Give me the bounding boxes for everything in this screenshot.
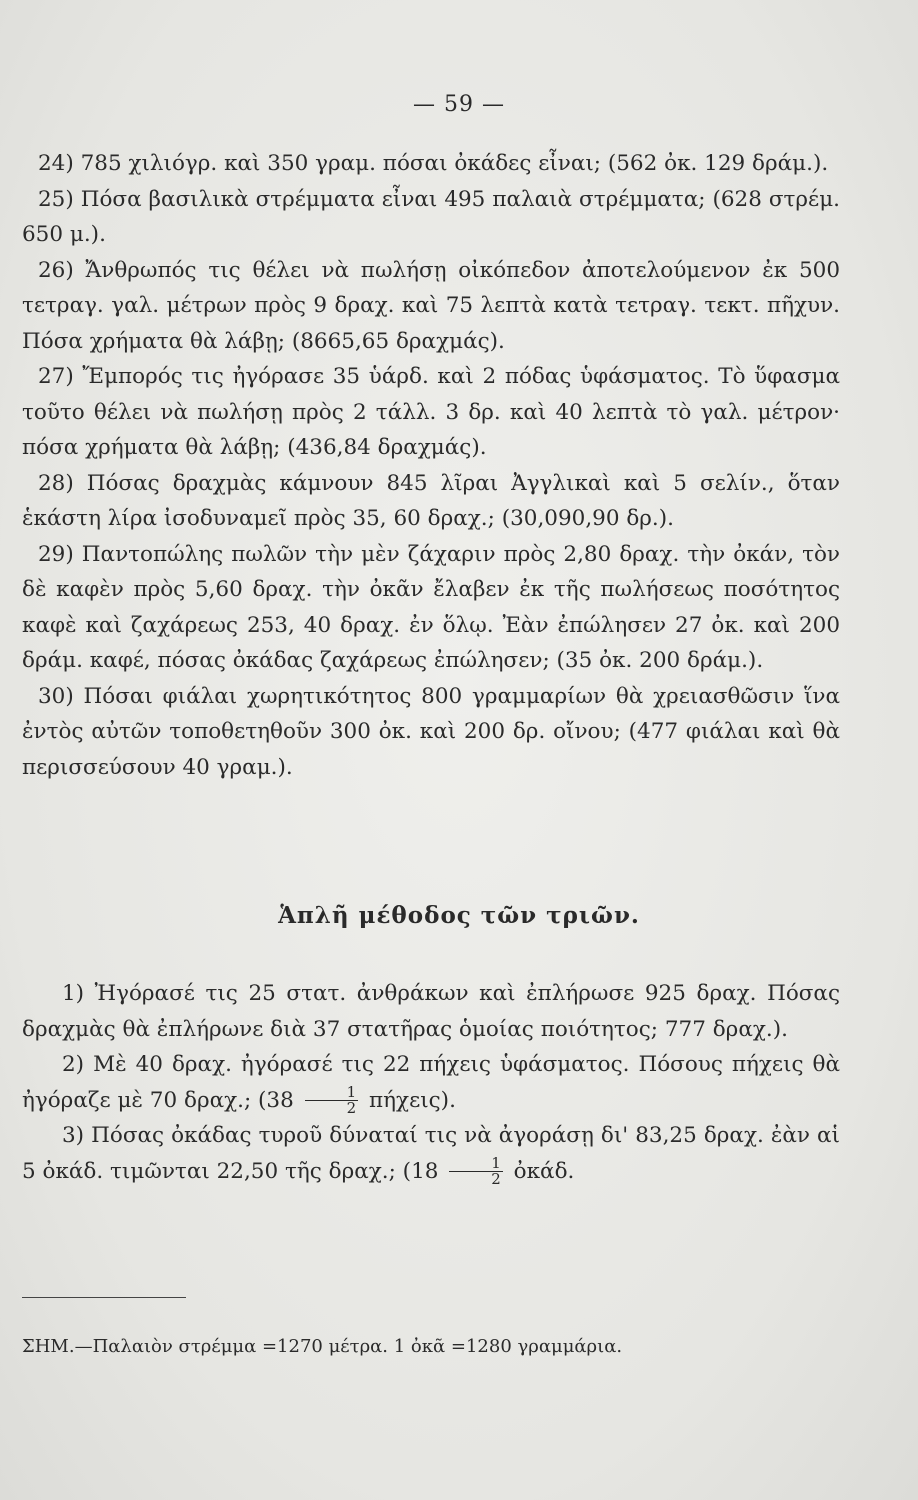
section-problem-list	[22, 976, 840, 1189]
problem-30: 30) Πόσαι φιάλαι χωρητικότητος 800 γραμμαρίων θὰ χρειασθῶσιν ἵνα ἐντὸς αὐτῶν τοποθετηθοῦν 300 ὀκ. καὶ 200 δρ. οἴνου; (477 φιάλαι καὶ θὰ περισσεύσουν 40 γραμ.).	[22, 683, 840, 780]
problem-24: 24) 785 χιλιόγρ. καὶ 350 γραμ. πόσαι ὀκάδες εἶναι; (562 ὀκ. 129 δράμ.).	[38, 151, 829, 176]
section-problem-2-text: 2) Μὲ 40 δραχ. ἠγόρασέ τις 22 πήχεις ὑφάσματος. Πόσους πήχεις θὰ ἠγόραζε μὲ 70 δραχ.; (38	[22, 1052, 840, 1113]
fraction-denominator: 2	[491, 1170, 501, 1188]
fraction-denominator: 2	[346, 1099, 357, 1117]
section-problem-2	[22, 1047, 840, 1118]
problem-29: 29) Παντοπώλης πωλῶν τὴν μὲν ζάχαριν πρὸς 2,80 δραχ. τὴν ὀκάν, τὸν δὲ καφὲν πρὸς 5,60 δραχ. τὴν ὀκᾶν ἔλαβεν ἐκ τῆς πωλήσεως ποσότητος καφὲ καὶ ζαχάρεως 253, 40 δραχ. ἐν ὅλῳ. Ἐὰν ἐπώλησεν 27 ὀκ. καὶ 200 δράμ. καφέ, πόσας ὀκάδας ζαχάρεως ἐπώλησεν; (35 ὀκ. 200 δράμ.).	[22, 541, 840, 673]
fraction-numerator: 1	[449, 1156, 503, 1172]
problem-list	[22, 146, 840, 785]
section-problem-2-tail: πήχεις).	[369, 1087, 456, 1113]
problem-26: 26) Ἄνθρωπός τις θέλει νὰ πωλήσῃ οἰκόπεδον ἀποτελούμενον ἐκ 500 τετραγ. γαλ. μέτρων πρὸς 9 δραχ. καὶ 75 λεπτὰ κατὰ τετραγ. τεκτ. πῆχυν. Πόσα χρήματα θὰ λάβῃ; (8665,65 δραχμάς).	[22, 257, 840, 354]
problem-28: 28) Πόσας δραχμὰς κάμνουν 845 λῖραι Ἀγγλικαὶ καὶ 5 σελίν., ὅταν ἑκάστη λίρα ἰσοδυναμεῖ πρὸς 35, 60 δραχ.; (30,090,90 δρ.).	[22, 470, 840, 531]
section-heading: Ἁπλῆ μέθοδος τῶν τριῶν.	[278, 902, 640, 929]
footnote-rule	[22, 1297, 186, 1298]
section-problem-1	[22, 976, 840, 1047]
fraction	[305, 1085, 359, 1116]
section-problem-3-text: 3) Πόσας ὀκάδας τυροῦ δύναταί τις νὰ ἀγοράσῃ δι' 83,25 δραχ. ἐὰν αἱ 5 ὀκάδ. τιμῶνται 22,50 τῆς δραχ.; (18	[22, 1123, 840, 1184]
problem-25: 25) Πόσα βασιλικὰ στρέμματα εἶναι 495 παλαιὰ στρέμματα; (628 στρέμ. 650 μ.).	[22, 186, 840, 247]
footnote: ΣΗΜ.—Παλαιὸν στρέμμα =1270 μέτρα. 1 ὀκᾶ =1280 γραμμάρια.	[22, 1336, 623, 1357]
section-problem-3	[22, 1118, 840, 1189]
problem-27: 27) Ἔμπορός τις ἠγόρασε 35 ὑάρδ. καὶ 2 πόδας ὑφάσματος. Τὸ ὕφασμα τοῦτο θέλει νὰ πωλήσῃ πρὸς 2 τάλλ. 3 δρ. καὶ 40 λεπτὰ τὸ γαλ. μέτρον· πόσα χρήματα θὰ λάβῃ; (436,84 δραχμάς).	[22, 364, 840, 460]
fraction-numerator: 1	[305, 1085, 359, 1101]
section-problem-1-text: 1) Ἠγόρασέ τις 25 στατ. ἀνθράκων καὶ ἐπλήρωσε 925 δραχ. Πόσας δραχμὰς θὰ ἐπλήρωνε διὰ 37 στατῆρας ὁμοίας ποιότητος; 777 δραχ.).	[22, 981, 840, 1042]
fraction	[449, 1156, 503, 1187]
page-number: — 59 —	[413, 92, 505, 117]
section-problem-3-tail: ὀκάδ.	[513, 1158, 575, 1184]
